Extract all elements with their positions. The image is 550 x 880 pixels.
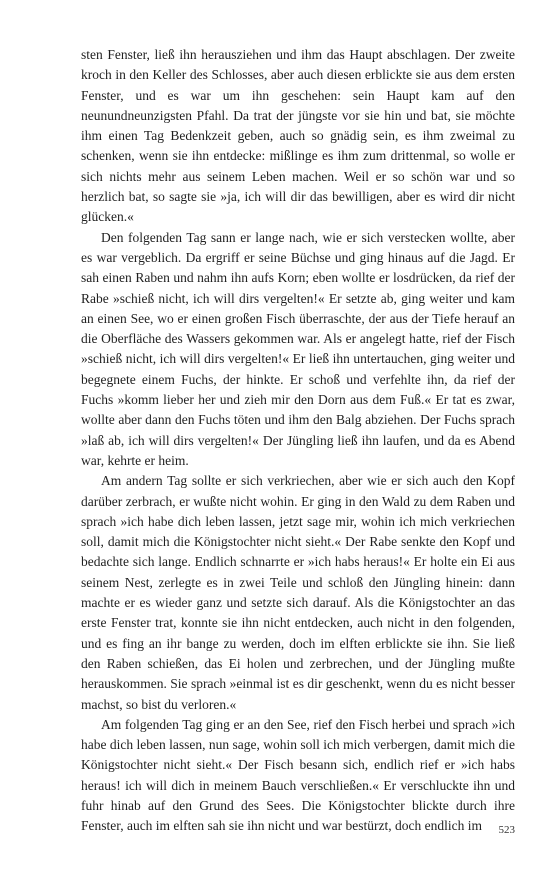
page-number: 523	[498, 824, 515, 836]
page-body	[81, 45, 515, 837]
paragraph-2: Den folgenden Tag sann er lange nach, wie er sich verstecken wollte, aber es war vergeblich. Da ergriff er seine Büchse und ging hinaus auf die Jagd. Er sah einen Raben und nahm ihn aufs Korn; eben wollte er losdrücken, da rief der Rabe »schieß nicht, ich will dirs vergelten!« Er setzte ab, ging weiter und kam an einen See, wo er einen großen Fisch überraschte, der aus der Tiefe herauf an die Oberfläche des Wassers gekommen war. Als er angelegt hatte, rief der Fisch »schieß nicht, ich will dirs vergelten!« Er ließ ihn untertauchen, ging weiter und begegnete einem Fuchs, der hinkte. Er schoß und verfehlte ihn, da rief der Fuchs »komm lieber her und zieh mir den Dorn aus dem Fuß.« Er tat es zwar, wollte aber dann den Fuchs töten und ihm den Balg abziehen. Der Fuchs sprach »laß ab, ich will dirs vergelten!« Der Jüngling ließ ihn laufen, und da es Abend war, kehrte er heim.	[81, 229, 515, 468]
paragraph-4: Am folgenden Tag ging er an den See, rief den Fisch herbei und sprach »ich habe dich leben lassen, nun sage, wohin soll ich mich verbergen, damit mich die Königstochter nicht sieht.« Der Fisch besann sich, endlich rief er »ich habs heraus! ich will dich in meinem Bauch verschließen.« Er verschluckte ihn und fuhr hinab auf den Grund des Sees. Die Königstochter blickte durch ihre Fenster, auch im elften sah sie ihn nicht und war bestürzt, doch endlich im	[81, 716, 515, 834]
paragraph-1: sten Fenster, ließ ihn herausziehen und ihm das Haupt abschlagen. Der zweite kroch in den Keller des Schlosses, aber auch diesen erblickte sie aus dem ersten Fenster, und es war um ihn geschehen: sein Haupt kam auf den neunundneunzigsten Pfahl. Da trat der jüngste vor sie hin und bat, sie möchte ihm einen Tag Bedenkzeit geben, auch so gnädig sein, es ihm zweimal zu schenken, wenn sie ihn entdecke: mißlinge es ihm zum drittenmal, so wolle er sich nichts mehr aus seinem Leben machen. Weil er so schön war und so herzlich bat, so sagte sie »ja, ich will dir das bewilligen, aber es wird dir nicht glücken.«	[81, 47, 515, 225]
paragraph-3: Am andern Tag sollte er sich verkriechen, aber wie er sich auch den Kopf darüber zerbrach, er wußte nicht wohin. Er ging in den Wald zu dem Raben und sprach »ich habe dich leben lassen, jetzt sage mir, wohin ich mich verkriechen soll, damit mich die Königstochter nicht sieht.« Der Rabe senkte den Kopf und bedachte sich lange. Endlich schnarrte er »ich habs heraus!« Er holte ein Ei aus seinem Nest, zerlegte es in zwei Teile und schloß den Jüngling hinein: dann machte er es wieder ganz und setzte sich darauf. Als die Königstochter an das erste Fenster trat, konnte sie ihn nicht entdecken, auch nicht in den folgenden, und es fing an ihr bange zu werden, doch im elften erblickte sie ihn. Sie ließ den Raben schießen, das Ei holen und zerbrechen, und der Jüngling mußte herauskommen. Sie sprach »einmal ist es dir geschenkt, wenn du es nicht besser machst, so bist du verloren.«	[81, 473, 515, 712]
